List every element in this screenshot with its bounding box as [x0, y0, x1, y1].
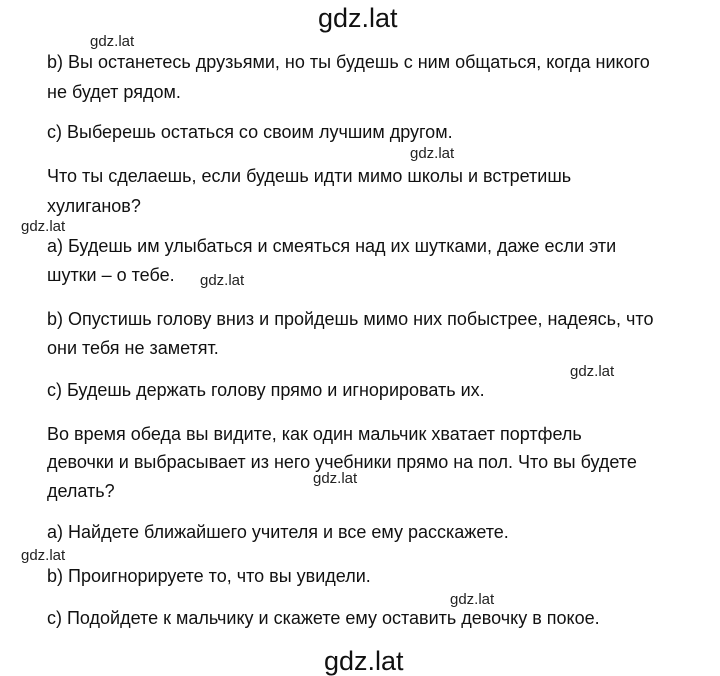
watermark-label: gdz.lat: [21, 218, 66, 235]
q3-option-a: a) Найдете ближайшего учителя и все ему расскажете.: [47, 522, 509, 542]
q2-text-line2: хулиганов?: [47, 196, 141, 216]
q2-option-c: c) Будешь держать голову прямо и игнорировать их.: [47, 380, 485, 400]
q3-text-line3: делать?: [47, 481, 115, 501]
q2-option-a-line2: шутки – о тебе.: [47, 265, 175, 285]
header-watermark: gdz.lat: [318, 3, 398, 33]
q2-option-b-line2: они тебя не заметят.: [47, 338, 219, 358]
q3-option-b: b) Проигнорируете то, что вы увидели.: [47, 566, 371, 586]
q1-option-b-line2: не будет рядом.: [47, 82, 181, 102]
watermark-label: gdz.lat: [21, 547, 66, 564]
footer-watermark: gdz.lat: [324, 646, 404, 676]
watermark-label: gdz.lat: [570, 363, 615, 380]
q3-option-c: c) Подойдете к мальчику и скажете ему оставить девочку в покое.: [47, 608, 600, 628]
watermark-label: gdz.lat: [410, 145, 455, 162]
watermark-label: gdz.lat: [200, 272, 245, 289]
watermark-label: gdz.lat: [90, 33, 135, 50]
q2-option-b-line1: b) Опустишь голову вниз и пройдешь мимо них побыстрее, надеясь, что: [47, 309, 654, 329]
watermark-label: gdz.lat: [313, 470, 358, 487]
watermark-label: gdz.lat: [450, 591, 495, 608]
q1-option-c: c) Выберешь остаться со своим лучшим другом.: [47, 122, 453, 142]
q1-option-b-line1: b) Вы останетесь друзьями, но ты будешь с ним общаться, когда никого: [47, 52, 650, 72]
q3-text-line1: Во время обеда вы видите, как один мальчик хватает портфель: [47, 424, 582, 444]
q2-option-a-line1: a) Будешь им улыбаться и смеяться над их шутками, даже если эти: [47, 236, 617, 256]
q3-text-line2: девочки и выбрасывает из него учебники прямо на пол. Что вы будете: [47, 452, 637, 472]
q2-text-line1: Что ты сделаешь, если будешь идти мимо школы и встретишь: [47, 166, 572, 186]
